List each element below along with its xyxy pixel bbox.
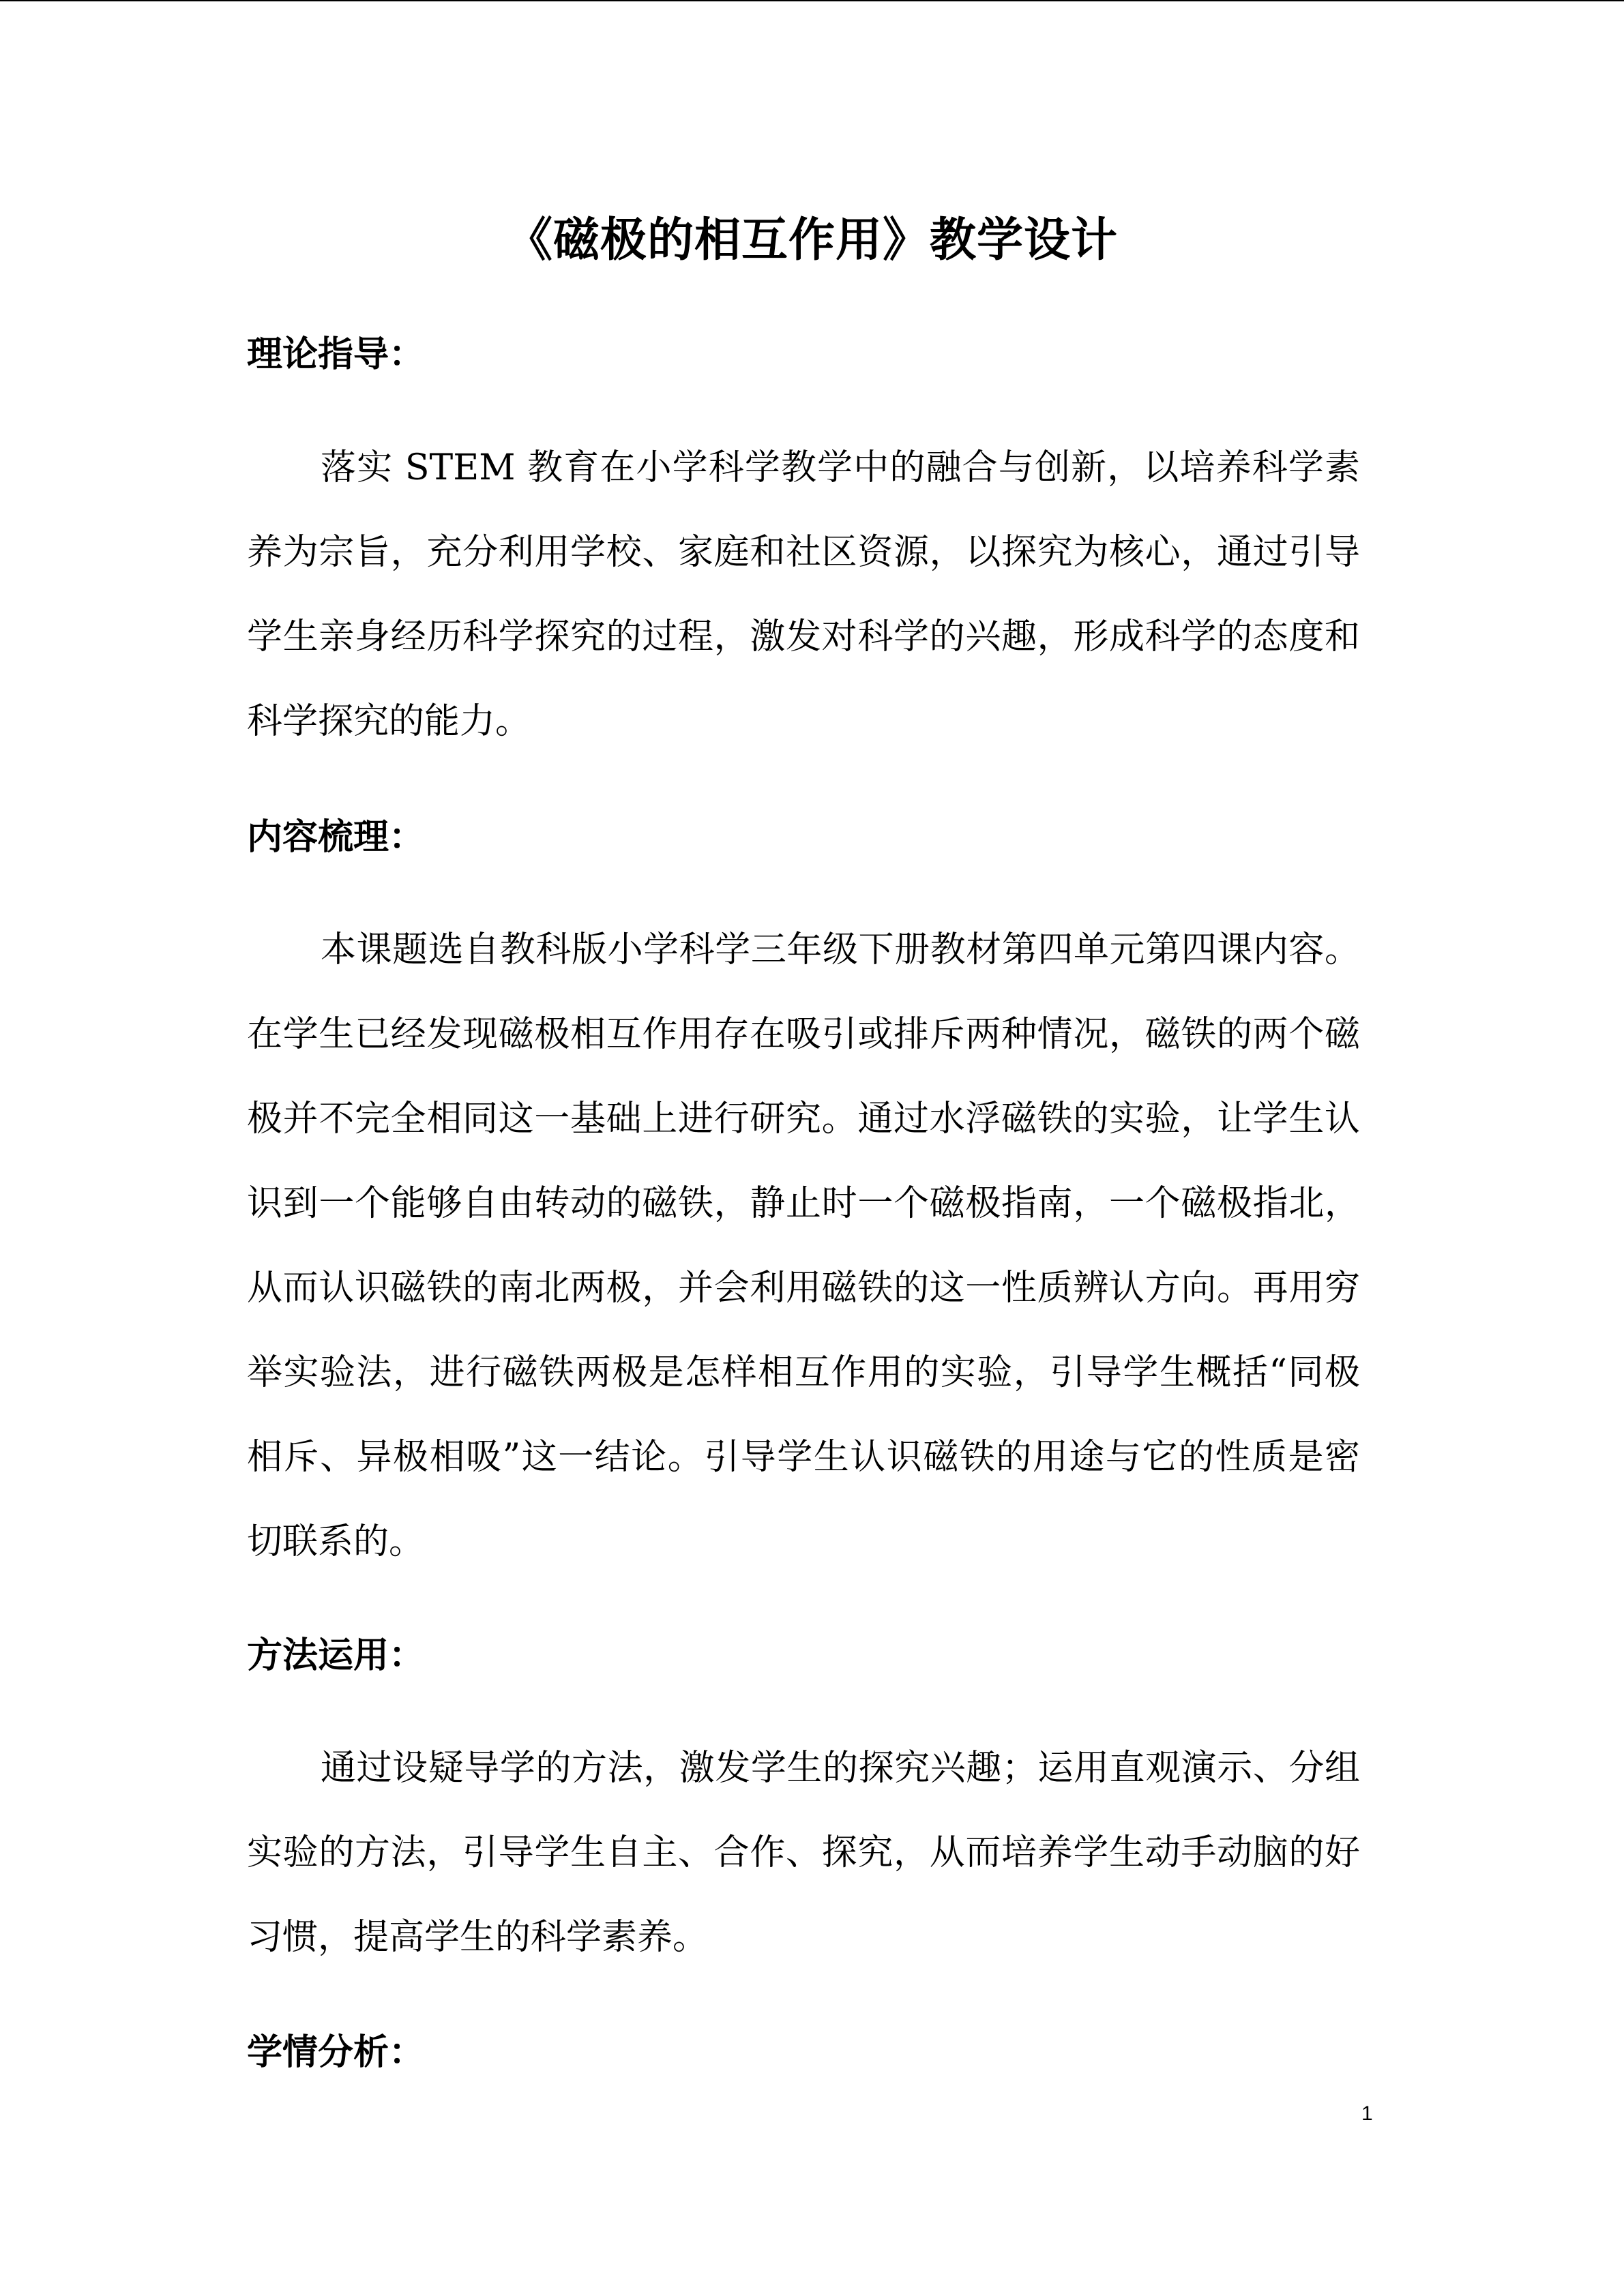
section-heading-learner-analysis: 学情分析：	[247, 2031, 425, 2073]
document-title: 《磁极的相互作用》教学设计	[505, 213, 1118, 267]
section-paragraph-content: 本课题选自教科版小学科学三年级下册教材第四单元第四课内容。在学生已经发现磁极相互作用存在吸引或排斥两种情况，磁铁的两个磁极并不完全相同这一基础上进行研究。通过水浮磁铁的实验，让学生认识到一个能够自由转动的磁铁，静止时一个磁极指南，一个磁极指北，从而认识磁铁的南北两极，并会利用磁铁的这一性质辨认方向。再用穷举实验法，进行磁铁两极是怎样相互作用的实验，引导学生概括“同极相斥、异极相吸”这一结论。引导学生认识磁铁的用途与它的性质是密切联系的。	[247, 929, 1360, 1562]
section-heading-content: 内容梳理：	[247, 816, 425, 858]
page-number: 1	[1361, 2102, 1373, 2125]
section-heading-method: 方法运用：	[247, 1635, 425, 1676]
section-paragraph-method: 通过设疑导学的方法，激发学生的探究兴趣；运用直观演示、分组实验的方法，引导学生自主、合作、探究，从而培养学生动手动脑的好习惯，提高学生的科学素养。	[247, 1748, 1360, 1958]
section-paragraph-theory: 落实 STEM 教育在小学科学教学中的融合与创新，以培养科学素养为宗旨，充分利用学校、家庭和社区资源，以探究为核心，通过引导学生亲身经历科学探究的过程，激发对科学的兴趣，形成科学的态度和科学探究的能力。	[247, 447, 1360, 742]
section-heading-theory: 理论指导：	[247, 333, 425, 375]
